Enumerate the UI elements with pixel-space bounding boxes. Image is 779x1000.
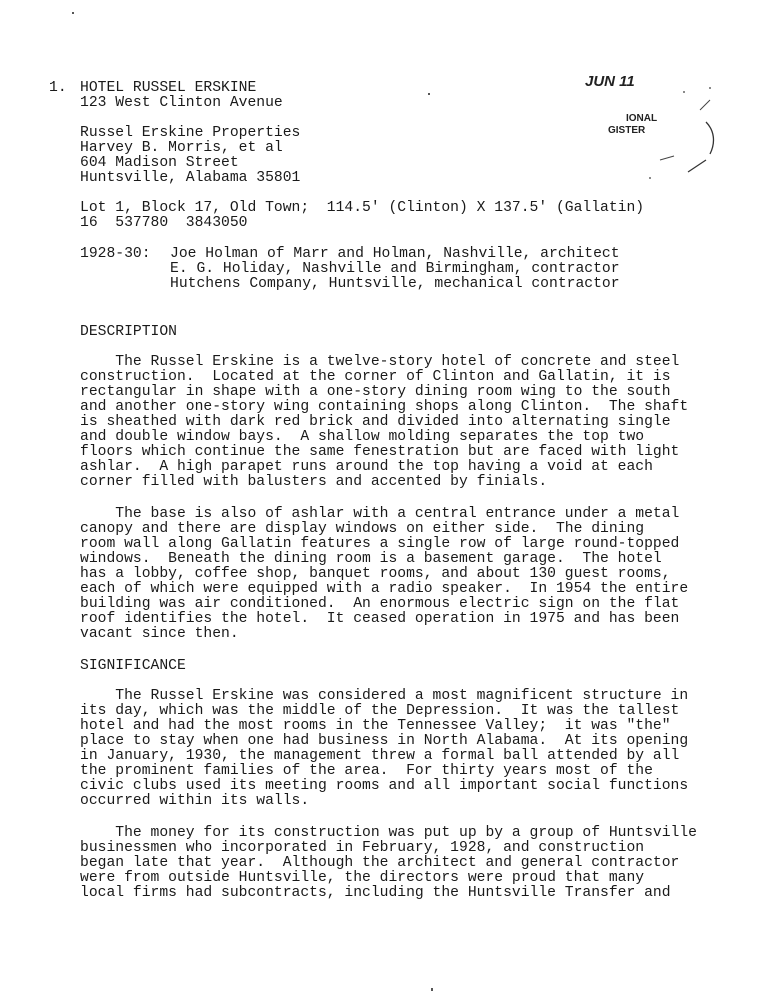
significance-line: civic clubs used its meeting rooms and all important social functions (80, 778, 689, 794)
scan-speck (428, 93, 430, 95)
section-heading-significance: SIGNIFICANCE (80, 658, 186, 674)
description-line: room wall along Gallatin features a single row of large round-topped (80, 536, 680, 552)
description-line: is sheathed with dark red brick and divided into alternating single (80, 414, 671, 430)
significance-line: local firms had subcontracts, including the Huntsville Transfer and (80, 885, 671, 901)
description-line: The base is also of ashlar with a central entrance under a metal (80, 506, 680, 522)
owner-line: Harvey B. Morris, et al (80, 140, 283, 156)
description-line: has a lobby, coffee shop, banquet rooms, and about 130 guest rooms, (80, 566, 671, 582)
description-line: and another one-story wing containing shops along Clinton. The shaft (80, 399, 689, 415)
section-heading-description: DESCRIPTION (80, 324, 177, 340)
significance-line: in January, 1930, the management threw a formal ball attended by all (80, 748, 680, 764)
description-line: floors which continue the same fenestration but are faced with light (80, 444, 680, 460)
description-line: building was air conditioned. An enormous electric sign on the flat (80, 596, 680, 612)
scan-speck (431, 988, 433, 991)
significance-line: the prominent families of the area. For thirty years most of the (80, 763, 653, 779)
credit-line: E. G. Holiday, Nashville and Birmingham, contractor (170, 261, 620, 277)
property-address: 123 West Clinton Avenue (80, 95, 283, 111)
stamp-line: GISTER (608, 125, 646, 136)
description-line: The Russel Erskine is a twelve-story hotel of concrete and steel (80, 354, 680, 370)
description-line: canopy and there are display windows on either side. The dining (80, 521, 645, 537)
description-line: rectangular in shape with a one-story dining room wing to the south (80, 384, 671, 400)
owner-line: Huntsville, Alabama 35801 (80, 170, 301, 186)
description-line: vacant since then. (80, 626, 239, 642)
significance-line: hotel and had the most rooms in the Tennessee Valley; it was "the" (80, 718, 671, 734)
owner-line: 604 Madison Street (80, 155, 239, 171)
significance-line: The money for its construction was put up by a group of Huntsville (80, 825, 697, 841)
description-line: each of which were equipped with a radio speaker. In 1954 the entire (80, 581, 689, 597)
stamp-line: IONAL (626, 113, 658, 124)
significance-line: its day, which was the middle of the Depression. It was the tallest (80, 703, 680, 719)
description-line: windows. Beneath the dining room is a basement garage. The hotel (80, 551, 662, 567)
property-name: HOTEL RUSSEL ERSKINE (80, 80, 257, 96)
credits-years: 1928-30: (80, 246, 151, 262)
entry-number: 1. (49, 80, 67, 96)
credit-line: Joe Holman of Marr and Holman, Nashville, architect (170, 246, 620, 262)
stamp-date: JUN 11 (585, 73, 635, 90)
stamp-marks-icon (640, 70, 730, 180)
significance-line: occurred within its walls. (80, 793, 310, 809)
significance-line: were from outside Huntsville, the directors were proud that many (80, 870, 645, 886)
description-line: construction. Located at the corner of Clinton and Gallatin, it is (80, 369, 671, 385)
credit-line: Hutchens Company, Huntsville, mechanical contractor (170, 276, 620, 292)
description-line: and double window bays. A shallow molding separates the top two (80, 429, 645, 445)
significance-line: The Russel Erskine was considered a most magnificent structure in (80, 688, 689, 704)
owner-line: Russel Erskine Properties (80, 125, 301, 141)
significance-line: businessmen who incorporated in February, 1928, and construction (80, 840, 645, 856)
significance-line: place to stay when one had business in North Alabama. At its opening (80, 733, 689, 749)
description-line: roof identifies the hotel. It ceased operation in 1975 and has been (80, 611, 680, 627)
significance-line: began late that year. Although the architect and general contractor (80, 855, 680, 871)
lot-description: Lot 1, Block 17, Old Town; 114.5' (Clinton) X 137.5' (Gallatin) (80, 200, 645, 216)
description-line: ashlar. A high parapet runs around the top having a void at each (80, 459, 653, 475)
utm-reference: 16 537780 3843050 (80, 215, 248, 231)
scan-speck (72, 12, 74, 14)
description-line: corner filled with balusters and accented by finials. (80, 474, 548, 490)
